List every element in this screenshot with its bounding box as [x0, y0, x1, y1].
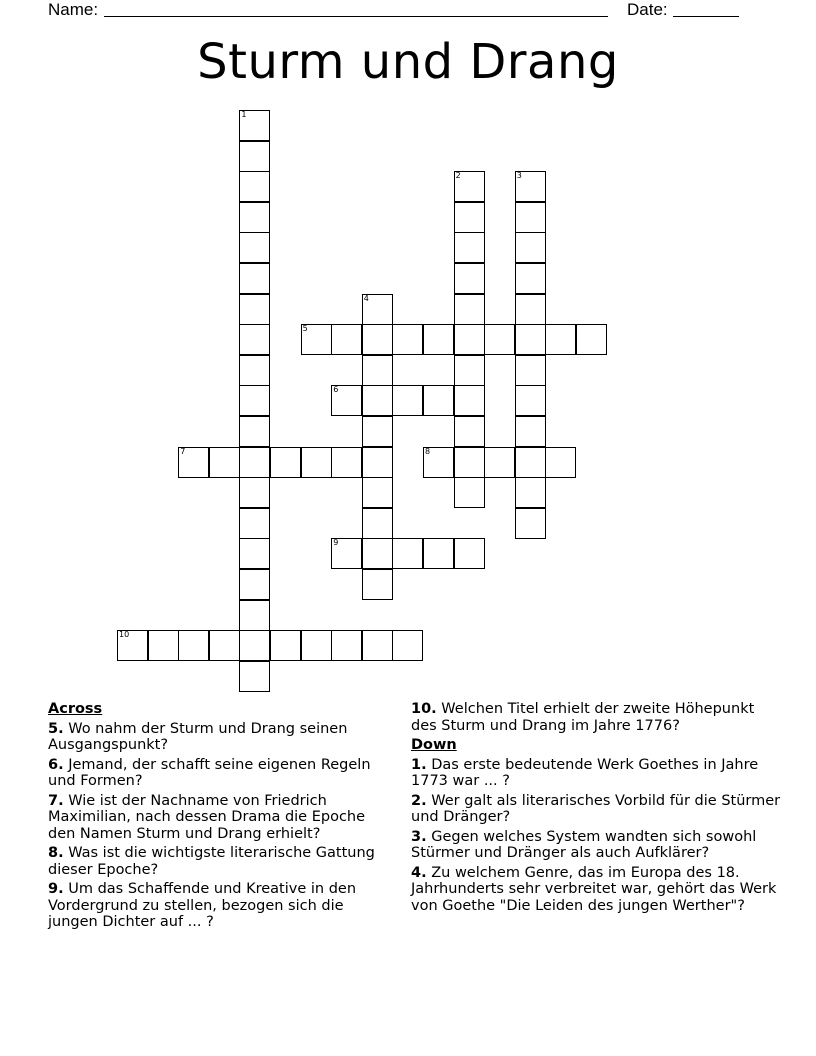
crossword-cell[interactable]	[454, 232, 485, 263]
crossword-cell[interactable]	[454, 202, 485, 233]
crossword-cell[interactable]	[423, 538, 454, 569]
crossword-cell[interactable]	[515, 324, 546, 355]
down-heading: Down	[411, 737, 457, 753]
crossword-cell[interactable]	[239, 110, 270, 141]
crossword-cell[interactable]	[270, 447, 301, 478]
page-title: Sturm und Drang	[197, 34, 619, 90]
crossword-cell[interactable]	[362, 508, 393, 539]
crossword-cell[interactable]	[239, 202, 270, 233]
crossword-cell[interactable]	[515, 355, 546, 386]
crossword-cell[interactable]	[362, 477, 393, 508]
crossword-cell[interactable]	[239, 661, 270, 692]
crossword-cell[interactable]	[515, 477, 546, 508]
crossword-cell[interactable]	[423, 447, 454, 478]
crossword-cell[interactable]	[392, 630, 423, 661]
clue-number: 2	[455, 171, 461, 181]
crossword-cell[interactable]	[239, 508, 270, 539]
crossword-cell[interactable]	[392, 385, 423, 416]
crossword-cell[interactable]	[515, 202, 546, 233]
crossword-cell[interactable]	[362, 569, 393, 600]
crossword-cell[interactable]	[423, 324, 454, 355]
clue-number: 10	[119, 630, 130, 640]
crossword-cell[interactable]	[148, 630, 179, 661]
crossword-cell[interactable]	[362, 355, 393, 386]
crossword-cell[interactable]	[239, 232, 270, 263]
crossword-cell[interactable]	[239, 141, 270, 172]
crossword-cell[interactable]	[239, 171, 270, 202]
crossword-cell[interactable]	[362, 630, 393, 661]
crossword-cell[interactable]	[392, 324, 423, 355]
clue-number: 4	[363, 293, 369, 303]
clue-number: 9	[333, 538, 339, 548]
name-label: Name:	[48, 0, 99, 19]
crossword-cell[interactable]	[515, 263, 546, 294]
crossword-cell[interactable]	[362, 294, 393, 325]
crossword-cell[interactable]	[209, 447, 240, 478]
clue-number: 5	[302, 324, 308, 334]
clue-across-8: 8. Was ist die wichtigste literarische Gattung dieser Epoche?	[48, 845, 375, 878]
crossword-cell[interactable]	[117, 630, 148, 661]
crossword-cell[interactable]	[209, 630, 240, 661]
crossword-cell[interactable]	[454, 477, 485, 508]
crossword-cell[interactable]	[545, 324, 576, 355]
clue-down-1: 1. Das erste bedeutende Werk Goethes in Jahre 1773 war ... ?	[411, 756, 759, 789]
crossword-cell[interactable]	[454, 538, 485, 569]
clue-number: 7	[180, 446, 186, 456]
crossword-cell[interactable]	[423, 385, 454, 416]
crossword-cell[interactable]	[454, 263, 485, 294]
crossword-cell[interactable]	[454, 447, 485, 478]
crossword-cell[interactable]	[515, 294, 546, 325]
clue-across-10: 10. Welchen Titel erhielt der zweite Höhepunkt des Sturm und Drang im Jahre 1776?	[411, 701, 755, 734]
crossword-cell[interactable]	[301, 630, 332, 661]
crossword-cell[interactable]	[362, 538, 393, 569]
crossword-cell[interactable]	[331, 324, 362, 355]
crossword-cell[interactable]	[239, 416, 270, 447]
crossword-cell[interactable]	[239, 385, 270, 416]
across-heading: Across	[48, 701, 103, 717]
clue-down-2: 2. Wer galt als literarisches Vorbild für die Stürmer und Dränger?	[411, 792, 781, 825]
clue-across-5: 5. Wo nahm der Sturm und Drang seinen Ausgangspunkt?	[48, 720, 348, 753]
crossword-cell[interactable]	[178, 630, 209, 661]
clue-down-4: 4. Zu welchem Genre, das im Europa des 18. Jahrhunderts sehr verbreitet war, gehört das Werk von Goethe "Die Leiden des jungen Werther"?	[411, 864, 777, 914]
crossword-cell[interactable]	[331, 447, 362, 478]
crossword-cell[interactable]	[301, 447, 332, 478]
clue-across-7: 7. Wie ist der Nachname von Friedrich Maximilian, nach dessen Drama die Epoche den Namen Sturm und Drang erhielt?	[48, 792, 366, 842]
crossword-cell[interactable]	[515, 232, 546, 263]
clues-left-column	[48, 701, 396, 934]
crossword-cell[interactable]	[515, 447, 546, 478]
crossword-cell[interactable]	[331, 538, 362, 569]
crossword-cell[interactable]	[239, 600, 270, 631]
crossword-cell[interactable]	[454, 385, 485, 416]
crossword-cell[interactable]	[454, 294, 485, 325]
crossword-cell[interactable]	[392, 538, 423, 569]
crossword-cell[interactable]	[331, 630, 362, 661]
crossword-cell[interactable]	[515, 508, 546, 539]
crossword-cell[interactable]	[515, 385, 546, 416]
crossword-cell[interactable]	[239, 263, 270, 294]
clue-number: 3	[516, 171, 522, 181]
crossword-cell[interactable]	[454, 416, 485, 447]
crossword-cell[interactable]	[239, 630, 270, 661]
clues-right-column	[411, 701, 781, 917]
clue-number: 8	[425, 446, 431, 456]
crossword-cell[interactable]	[515, 171, 546, 202]
clue-across-9: 9. Um das Schaffende und Kreative in den Vordergrund zu stellen, bezogen sich die jungen Dichter auf ... ?	[48, 881, 357, 930]
clue-across-6: 6. Jemand, der schafft seine eigenen Regeln und Formen?	[48, 756, 371, 789]
crossword-cell[interactable]	[576, 324, 607, 355]
crossword-cell[interactable]	[362, 324, 393, 355]
crossword-cell[interactable]	[239, 294, 270, 325]
crossword-cell[interactable]	[331, 385, 362, 416]
crossword-cell[interactable]	[239, 324, 270, 355]
crossword-cell[interactable]	[239, 447, 270, 478]
crossword-cell[interactable]	[454, 171, 485, 202]
crossword-cell[interactable]	[484, 324, 515, 355]
crossword-cell[interactable]	[178, 447, 209, 478]
crossword-cell[interactable]	[239, 477, 270, 508]
crossword-cell[interactable]	[301, 324, 332, 355]
crossword-cell[interactable]	[239, 538, 270, 569]
clue-down-3: 3. Gegen welches System wandten sich sowohl Stürmer und Dränger als auch Aufklärer?	[411, 828, 757, 861]
crossword-cell[interactable]	[362, 385, 393, 416]
crossword-cell[interactable]	[239, 355, 270, 386]
crossword-cell[interactable]	[545, 447, 576, 478]
date-label: Date:	[627, 0, 668, 19]
crossword-cell[interactable]	[484, 447, 515, 478]
crossword-cell[interactable]	[515, 416, 546, 447]
crossword-cell[interactable]	[362, 447, 393, 478]
clue-number: 1	[241, 110, 247, 119]
crossword-cell[interactable]	[454, 355, 485, 386]
crossword-cell[interactable]	[362, 416, 393, 447]
crossword-cell[interactable]	[239, 569, 270, 600]
crossword-cell[interactable]	[270, 630, 301, 661]
crossword-cell[interactable]	[454, 324, 485, 355]
clue-number: 6	[333, 385, 339, 395]
